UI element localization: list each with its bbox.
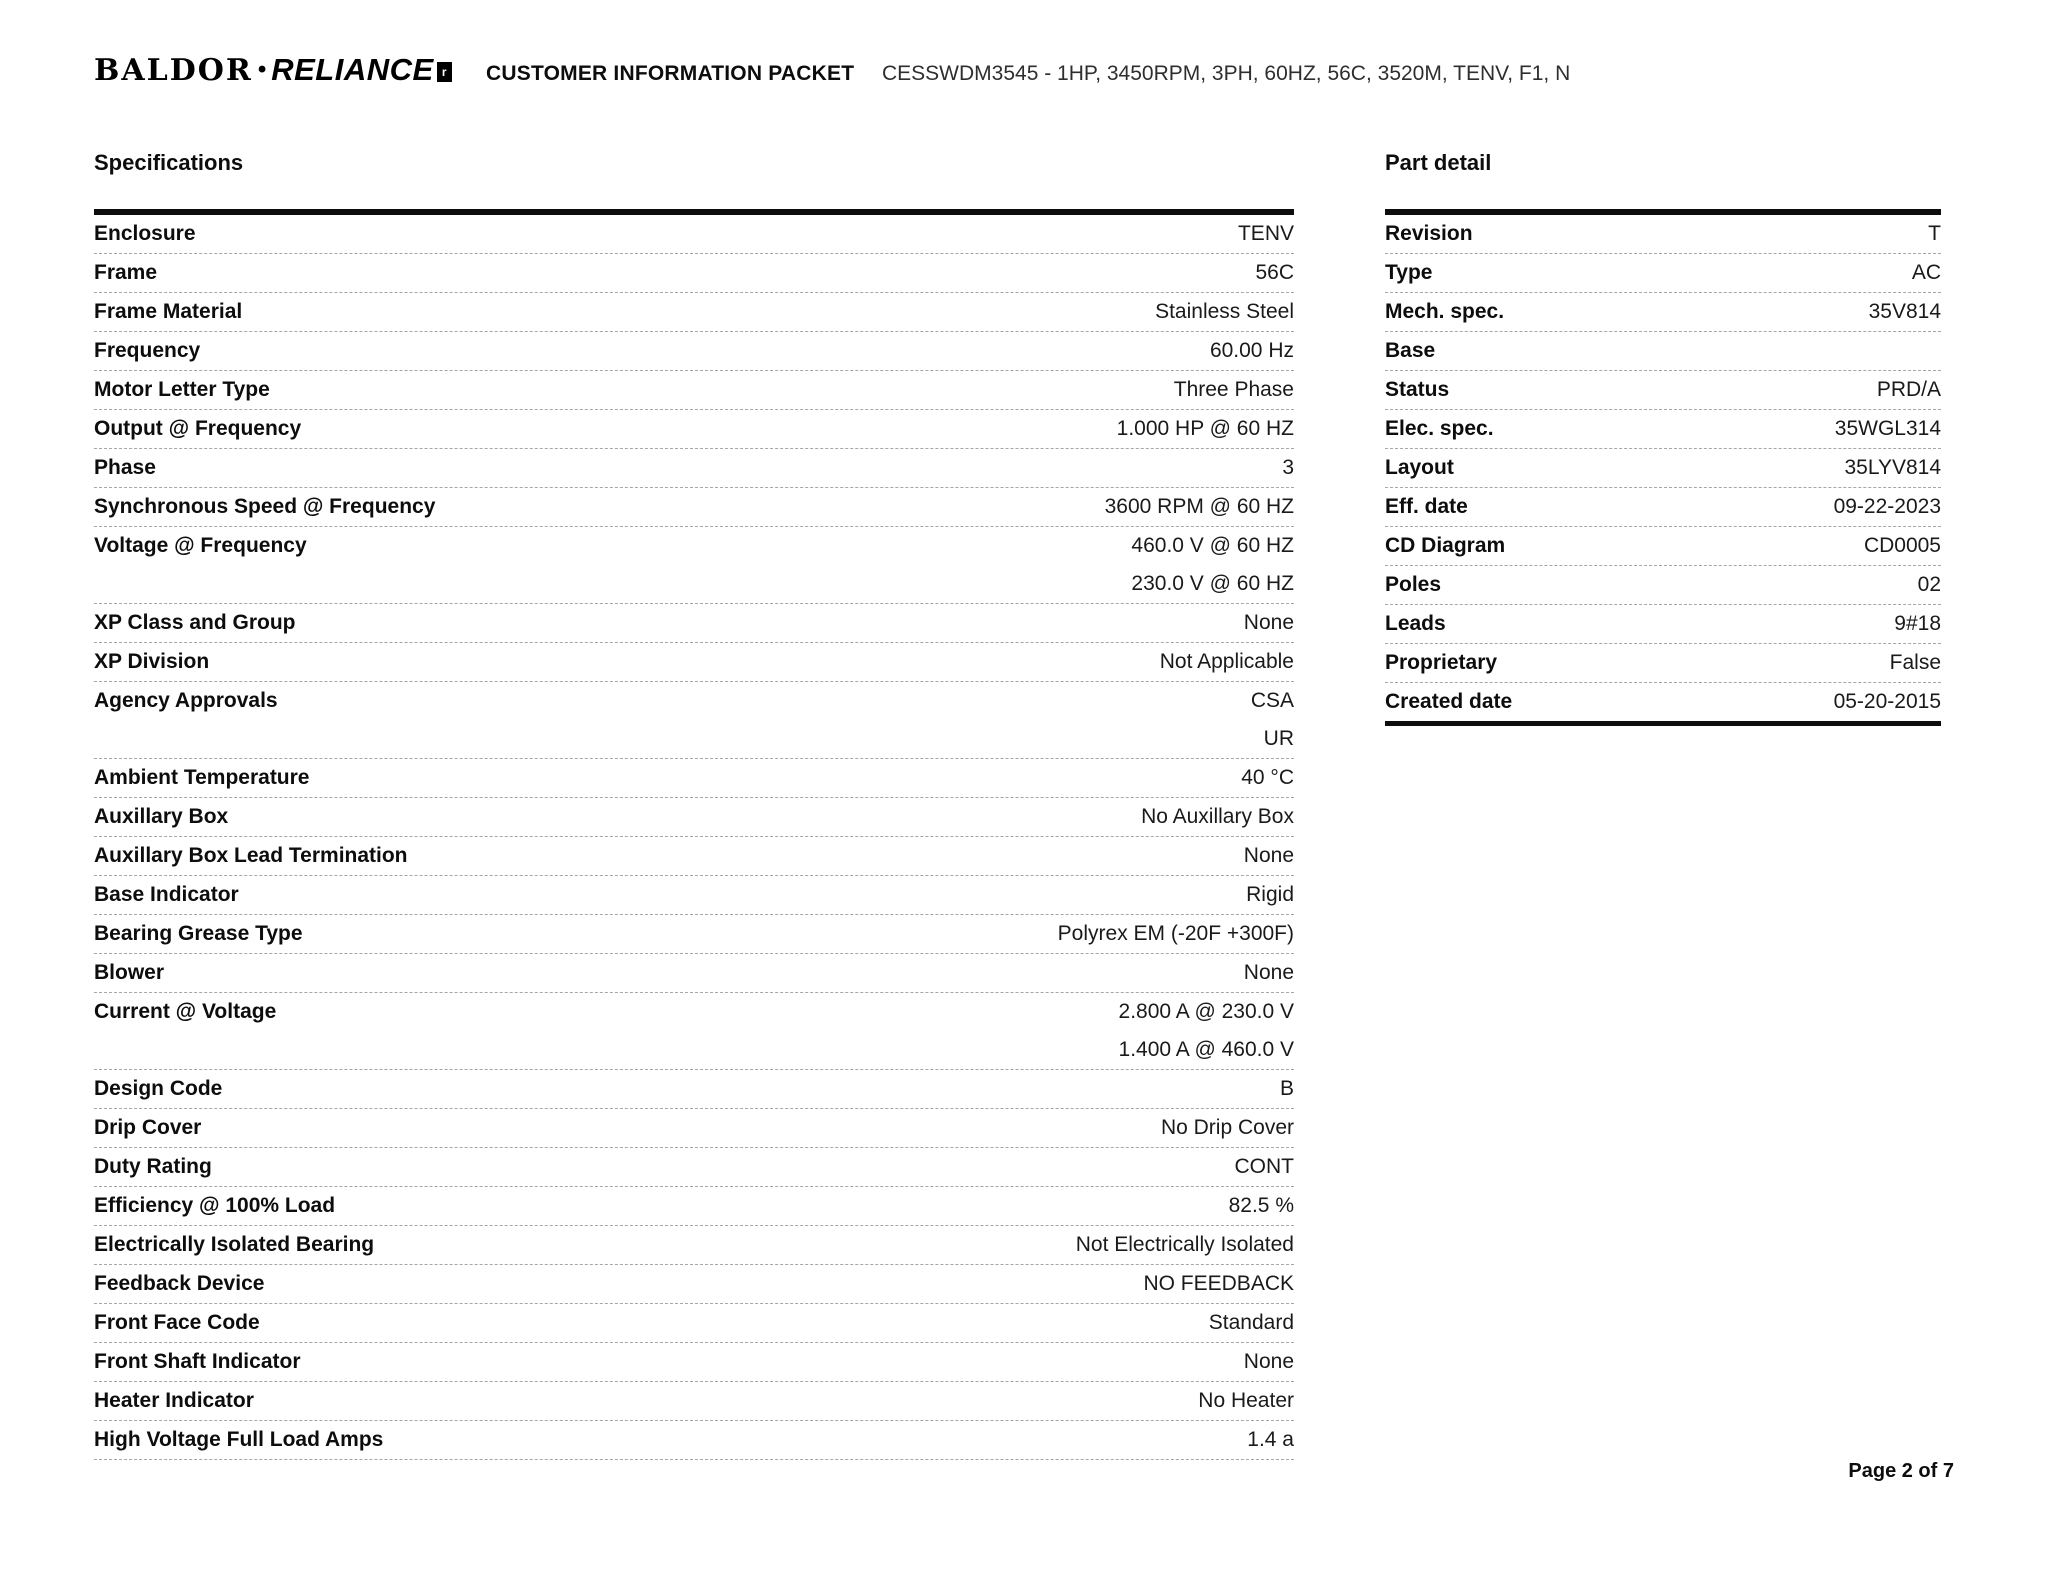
row-values — [228, 798, 1294, 836]
row-value: 3 — [1282, 456, 1294, 479]
table-row — [94, 371, 1294, 410]
row-value: B — [1279, 1077, 1294, 1100]
row-values — [310, 759, 1295, 797]
table-row — [94, 837, 1294, 876]
row-value: Standard — [1208, 1311, 1294, 1334]
row-value: Polyrex EM (-20F +300F) — [1057, 922, 1294, 945]
row-values — [296, 604, 1295, 642]
table-row — [1385, 332, 1941, 371]
table-row — [1385, 449, 1941, 488]
row-label: XP Class and Group — [94, 611, 296, 634]
row-label: Front Face Code — [94, 1311, 260, 1334]
row-label: CD Diagram — [1385, 534, 1506, 557]
row-label: Output @ Frequency — [94, 417, 302, 440]
row-values — [1441, 566, 1941, 604]
row-value: TENV — [1237, 222, 1294, 245]
specifications-heading: Specifications — [94, 150, 244, 175]
table-row — [94, 1148, 1294, 1187]
row-values — [1504, 293, 1941, 331]
row-values — [1468, 488, 1941, 526]
row-values — [307, 527, 1294, 603]
row-value: CONT — [1234, 1155, 1294, 1178]
row-value: PRD/A — [1876, 378, 1941, 401]
row-label: Created date — [1385, 690, 1513, 713]
table-row — [1385, 410, 1941, 449]
row-values — [201, 1109, 1294, 1147]
table-row — [94, 293, 1294, 332]
table-row — [1385, 527, 1941, 566]
table-row — [1385, 683, 1941, 721]
row-value: 35LYV814 — [1844, 456, 1941, 479]
row-values — [408, 837, 1294, 875]
row-label: Efficiency @ 100% Load — [94, 1194, 336, 1217]
row-label: Ambient Temperature — [94, 766, 310, 789]
row-value: AC — [1911, 261, 1941, 284]
logo-baldor-text: BALDOR — [94, 53, 253, 88]
table-row — [1385, 488, 1941, 527]
row-value: 35WGL314 — [1834, 417, 1941, 440]
row-label: Leads — [1385, 612, 1446, 635]
row-value: 1.000 HP @ 60 HZ — [1116, 417, 1294, 440]
row-values — [301, 410, 1294, 448]
row-value: 35V814 — [1868, 300, 1941, 323]
row-label: Frame — [94, 261, 158, 284]
table-row — [1385, 644, 1941, 683]
row-values — [1432, 254, 1941, 292]
table-row — [94, 604, 1294, 643]
row-values — [383, 1421, 1294, 1459]
row-label: XP Division — [94, 650, 210, 673]
row-label: Frame Material — [94, 300, 243, 323]
row-value: No Auxillary Box — [1141, 805, 1294, 828]
table-row — [94, 1226, 1294, 1265]
row-label: Enclosure — [94, 222, 196, 245]
table-row — [94, 215, 1294, 254]
table-row — [94, 1382, 1294, 1421]
row-values — [1435, 332, 1941, 370]
table-row — [1385, 293, 1941, 332]
row-value: 1.400 A @ 460.0 V — [1118, 1038, 1294, 1061]
row-value: 9#18 — [1894, 612, 1941, 635]
row-value: 1.4 a — [1247, 1428, 1294, 1451]
page-number: Page 2 of 7 — [1848, 1460, 1954, 1482]
row-label: Type — [1385, 261, 1433, 284]
specifications-table — [94, 209, 1294, 1460]
row-values — [196, 215, 1294, 253]
table-row — [94, 915, 1294, 954]
row-values — [242, 293, 1294, 331]
table-row — [94, 682, 1294, 759]
row-label: Phase — [94, 456, 156, 479]
table-row — [94, 876, 1294, 915]
row-values — [1449, 371, 1941, 409]
row-label: Agency Approvals — [94, 689, 278, 712]
row-values — [278, 682, 1294, 758]
row-value: 60.00 Hz — [1209, 339, 1294, 362]
logo-dot-icon: • — [257, 56, 267, 83]
specifications-section — [94, 150, 1294, 1460]
row-label: Proprietary — [1385, 651, 1498, 674]
row-value: 40 °C — [1241, 766, 1294, 789]
row-value: 230.0 V @ 60 HZ — [1131, 572, 1294, 595]
row-value: 460.0 V @ 60 HZ — [1131, 534, 1294, 557]
row-value: 56C — [1255, 261, 1294, 284]
row-value: 82.5 % — [1228, 1194, 1294, 1217]
table-row — [94, 1421, 1294, 1460]
table-row — [94, 1109, 1294, 1148]
part-detail-table — [1385, 209, 1941, 726]
row-label: Feedback Device — [94, 1272, 265, 1295]
row-values — [1512, 683, 1941, 721]
table-row — [94, 488, 1294, 527]
row-label: Synchronous Speed @ Frequency — [94, 495, 436, 518]
table-row — [94, 954, 1294, 993]
row-value: 02 — [1917, 573, 1941, 596]
row-label: Front Shaft Indicator — [94, 1350, 301, 1373]
document-title: CUSTOMER INFORMATION PACKET — [486, 62, 855, 85]
row-value: T — [1928, 222, 1941, 245]
row-label: Mech. spec. — [1385, 300, 1505, 323]
row-value: UR — [1263, 727, 1294, 750]
row-values — [239, 876, 1294, 914]
part-detail-section — [1385, 150, 1941, 726]
row-label: Motor Letter Type — [94, 378, 270, 401]
part-number-line: CESSWDM3545 - 1HP, 3450RPM, 3PH, 60HZ, 56C, 3520M, TENV, F1, N — [882, 62, 1571, 85]
row-values — [1473, 215, 1941, 253]
row-value: NO FEEDBACK — [1143, 1272, 1294, 1295]
row-label: Elec. spec. — [1385, 417, 1494, 440]
table-row — [94, 410, 1294, 449]
row-values — [1494, 410, 1941, 448]
row-values — [264, 1265, 1294, 1303]
row-label: Frequency — [94, 339, 201, 362]
table-row — [94, 527, 1294, 604]
row-values — [260, 1304, 1294, 1342]
row-label: Current @ Voltage — [94, 1000, 277, 1023]
row-values — [1505, 527, 1941, 565]
row-values — [157, 254, 1294, 292]
row-values — [200, 332, 1294, 370]
table-row — [94, 254, 1294, 293]
row-values — [374, 1226, 1294, 1264]
table-row — [94, 1187, 1294, 1226]
row-value: 3600 RPM @ 60 HZ — [1104, 495, 1294, 518]
baldor-reliance-logo — [94, 52, 452, 88]
row-label: Poles — [1385, 573, 1442, 596]
row-value: None — [1243, 611, 1294, 634]
table-row — [94, 798, 1294, 837]
row-value: No Heater — [1198, 1389, 1294, 1412]
row-values — [1497, 644, 1941, 682]
row-values — [254, 1382, 1294, 1420]
row-values — [209, 643, 1294, 681]
row-label: Duty Rating — [94, 1155, 212, 1178]
row-values — [276, 993, 1294, 1069]
row-values — [164, 954, 1294, 992]
row-value: None — [1243, 961, 1294, 984]
row-values — [303, 915, 1294, 953]
row-value: CD0005 — [1863, 534, 1941, 557]
row-label: Auxillary Box Lead Termination — [94, 844, 408, 867]
row-values — [212, 1148, 1294, 1186]
table-row — [1385, 371, 1941, 410]
row-values — [435, 488, 1294, 526]
row-label: Auxillary Box — [94, 805, 229, 828]
row-value: Rigid — [1246, 883, 1294, 906]
table-row — [94, 993, 1294, 1070]
table-row — [94, 759, 1294, 798]
row-value: Not Applicable — [1159, 650, 1294, 673]
row-label: Revision — [1385, 222, 1473, 245]
row-value: No Drip Cover — [1160, 1116, 1294, 1139]
row-value: Three Phase — [1173, 378, 1294, 401]
row-value: 05-20-2015 — [1833, 690, 1941, 713]
table-row — [1385, 605, 1941, 644]
page-header — [94, 52, 1954, 100]
row-value: None — [1243, 844, 1294, 867]
row-label: Electrically Isolated Bearing — [94, 1233, 375, 1256]
table-row — [94, 449, 1294, 488]
row-value: 2.800 A @ 230.0 V — [1118, 1000, 1294, 1023]
row-value: 09-22-2023 — [1833, 495, 1941, 518]
row-label: Blower — [94, 961, 165, 984]
table-row — [94, 1304, 1294, 1343]
table-row — [94, 1070, 1294, 1109]
row-values — [222, 1070, 1294, 1108]
row-label: Base — [1385, 339, 1436, 362]
row-label: Eff. date — [1385, 495, 1468, 518]
row-values — [335, 1187, 1294, 1225]
row-values — [270, 371, 1294, 409]
row-value: False — [1889, 651, 1941, 674]
row-value — [1435, 332, 1941, 370]
row-label: Design Code — [94, 1077, 223, 1100]
row-label: Layout — [1385, 456, 1454, 479]
part-detail-heading: Part detail — [1385, 150, 1492, 175]
row-label: Drip Cover — [94, 1116, 202, 1139]
table-row — [94, 1265, 1294, 1304]
row-label: High Voltage Full Load Amps — [94, 1428, 384, 1451]
table-row — [1385, 254, 1941, 293]
row-label: Status — [1385, 378, 1450, 401]
row-label: Heater Indicator — [94, 1389, 254, 1412]
row-value: Not Electrically Isolated — [1075, 1233, 1294, 1256]
row-label: Voltage @ Frequency — [94, 534, 307, 557]
table-row — [94, 1343, 1294, 1382]
reliance-trademark-icon: r — [437, 62, 452, 82]
table-row — [94, 643, 1294, 682]
row-value: None — [1243, 1350, 1294, 1373]
row-values — [301, 1343, 1295, 1381]
row-label: Base Indicator — [94, 883, 239, 906]
row-value: CSA — [1250, 689, 1294, 712]
row-value: Stainless Steel — [1155, 300, 1294, 323]
table-row — [1385, 566, 1941, 605]
table-row — [1385, 215, 1941, 254]
row-values — [156, 449, 1294, 487]
row-label: Bearing Grease Type — [94, 922, 303, 945]
logo-reliance-text: RELIANCE — [271, 52, 434, 87]
row-values — [1454, 449, 1941, 487]
row-values — [1446, 605, 1941, 643]
table-row — [94, 332, 1294, 371]
